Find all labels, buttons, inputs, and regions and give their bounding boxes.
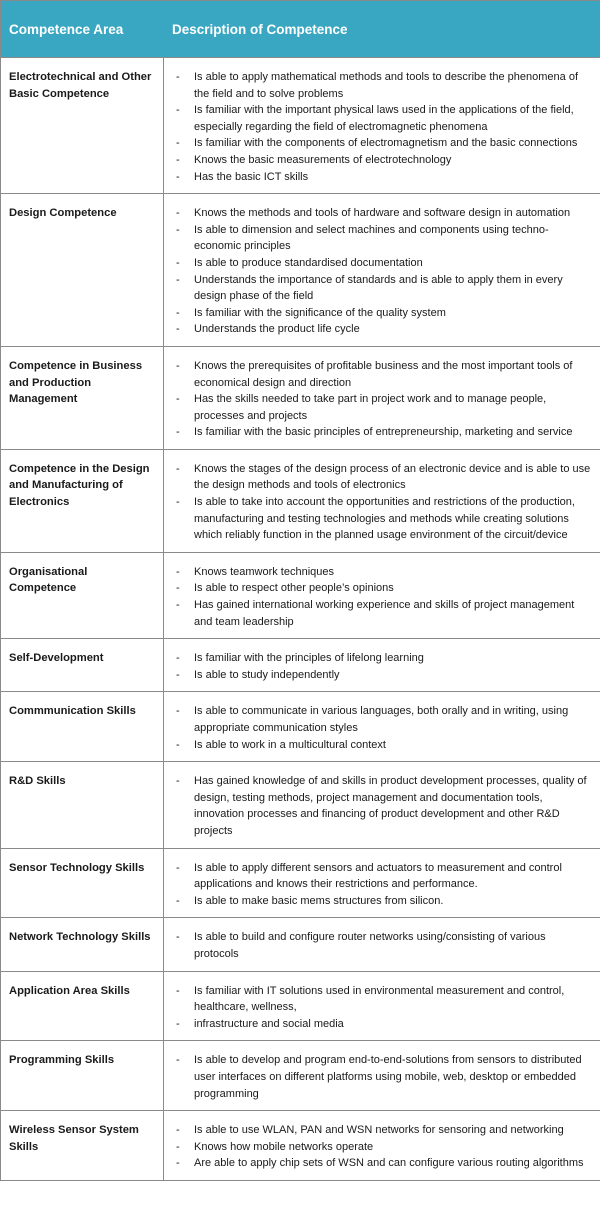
list-item: - Knows the prerequisites of profitable business and the most important tools of economical design and direction	[172, 358, 592, 391]
description-list	[172, 564, 592, 630]
table-row	[1, 692, 600, 762]
description-cell	[164, 346, 600, 449]
table-row	[1, 1041, 600, 1111]
header-competence-area: Competence Area	[1, 1, 164, 58]
table-row	[1, 58, 600, 194]
table-row	[1, 971, 600, 1041]
description-cell	[164, 194, 600, 347]
competence-area-cell: Network Technology Skills	[1, 918, 164, 971]
competence-area-cell: Commmunication Skills	[1, 692, 164, 762]
list-item: - Knows teamwork techniques	[172, 564, 592, 581]
list-item: - Is familiar with the significance of the quality system	[172, 305, 592, 322]
list-item: - Has gained knowledge of and skills in product development processes, quality of design, testing methods, project management and documentation tools, innovation processes and financing of product development and other R&D projects	[172, 773, 592, 839]
competence-area-cell: Sensor Technology Skills	[1, 848, 164, 918]
list-item: - Are able to apply chip sets of WSN and can configure various routing algorithms	[172, 1155, 592, 1172]
description-list	[172, 773, 592, 839]
list-item: - Is able to build and configure router networks using/consisting of various protocols	[172, 929, 592, 962]
list-item: - Has the basic ICT skills	[172, 169, 592, 186]
description-cell	[164, 971, 600, 1041]
table-row	[1, 848, 600, 918]
description-list	[172, 703, 592, 753]
description-list	[172, 860, 592, 910]
description-list	[172, 205, 592, 338]
list-item: - Is familiar with the important physical laws used in the applications of the field, especially regarding the field of electromagnetic phenomena	[172, 102, 592, 135]
table-body	[1, 58, 600, 1181]
list-item: - infrastructure and social media	[172, 1016, 592, 1033]
competence-area-cell: Organisational Competence	[1, 552, 164, 638]
competence-area-cell: Programming Skills	[1, 1041, 164, 1111]
list-item: - Is able to use WLAN, PAN and WSN networks for sensoring and networking	[172, 1122, 592, 1139]
list-item: - Has the skills needed to take part in project work and to manage people, processes and projects	[172, 391, 592, 424]
list-item: - Is able to work in a multicultural context	[172, 737, 592, 754]
description-list	[172, 650, 592, 683]
list-item: - Is able to make basic mems structures from silicon.	[172, 893, 592, 910]
header-row	[1, 1, 600, 58]
table-row	[1, 918, 600, 971]
description-cell	[164, 848, 600, 918]
list-item: - Is able to respect other people’s opinions	[172, 580, 592, 597]
table-row	[1, 762, 600, 848]
table-row	[1, 194, 600, 347]
description-cell	[164, 58, 600, 194]
list-item: - Is able to produce standardised documentation	[172, 255, 592, 272]
description-list	[172, 69, 592, 185]
description-cell	[164, 918, 600, 971]
description-cell	[164, 449, 600, 552]
list-item: - Knows the stages of the design process of an electronic device and is able to use the design methods and tools of electronics	[172, 461, 592, 494]
list-item: - Is able to dimension and select machines and components using techno-economic principles	[172, 222, 592, 255]
list-item: - Understands the importance of standards and is able to apply them in every design phase of the field	[172, 272, 592, 305]
description-cell	[164, 1041, 600, 1111]
list-item: - Has gained international working experience and skills of project management and team leadership	[172, 597, 592, 630]
list-item: - Is familiar with the components of electromagnetism and the basic connections	[172, 135, 592, 152]
competence-area-cell: Competence in the Design and Manufacturing of Electronics	[1, 449, 164, 552]
description-list	[172, 929, 592, 962]
description-cell	[164, 639, 600, 692]
competence-area-cell: Competence in Business and Production Management	[1, 346, 164, 449]
list-item: - Is able to take into account the opportunities and restrictions of the production, manufacturing and testing technologies and methods while creating solutions which reliably function in the planned usage environment of the circuit/device	[172, 494, 592, 544]
competence-area-cell: Self-Development	[1, 639, 164, 692]
description-cell	[164, 692, 600, 762]
table-row	[1, 639, 600, 692]
table-row	[1, 346, 600, 449]
list-item: - Is able to communicate in various languages, both orally and in writing, using appropriate communication styles	[172, 703, 592, 736]
list-item: - Is familiar with the basic principles of entrepreneurship, marketing and service	[172, 424, 592, 441]
list-item: - Knows the methods and tools of hardware and software design in automation	[172, 205, 592, 222]
list-item: - Is able to apply different sensors and actuators to measurement and control applications and knows their restrictions and performance.	[172, 860, 592, 893]
competence-area-cell: Electrotechnical and Other Basic Competence	[1, 58, 164, 194]
description-list	[172, 983, 592, 1033]
competence-area-cell: Wireless Sensor System Skills	[1, 1111, 164, 1181]
description-list	[172, 1052, 592, 1102]
table-row	[1, 1111, 600, 1181]
description-cell	[164, 762, 600, 848]
list-item: - Knows how mobile networks operate	[172, 1139, 592, 1156]
competence-area-cell: Application Area Skills	[1, 971, 164, 1041]
table-row	[1, 449, 600, 552]
list-item: - Understands the product life cycle	[172, 321, 592, 338]
competence-area-cell: Design Competence	[1, 194, 164, 347]
list-item: - Knows the basic measurements of electrotechnology	[172, 152, 592, 169]
description-list	[172, 1122, 592, 1172]
competence-area-cell: R&D Skills	[1, 762, 164, 848]
list-item: - Is able to develop and program end-to-end-solutions from sensors to distributed user interfaces on different platforms using mobile, web, desktop or embedded programming	[172, 1052, 592, 1102]
list-item: - Is familiar with the principles of lifelong learning	[172, 650, 592, 667]
description-list	[172, 461, 592, 544]
list-item: - Is able to apply mathematical methods and tools to describe the phenomena of the field and to solve problems	[172, 69, 592, 102]
header-description: Description of Competence	[164, 1, 600, 58]
description-cell	[164, 1111, 600, 1181]
list-item: - Is familiar with IT solutions used in environmental measurement and control, healthcare, wellness,	[172, 983, 592, 1016]
description-cell	[164, 552, 600, 638]
list-item: - Is able to study independently	[172, 667, 592, 684]
description-list	[172, 358, 592, 441]
table-row	[1, 552, 600, 638]
